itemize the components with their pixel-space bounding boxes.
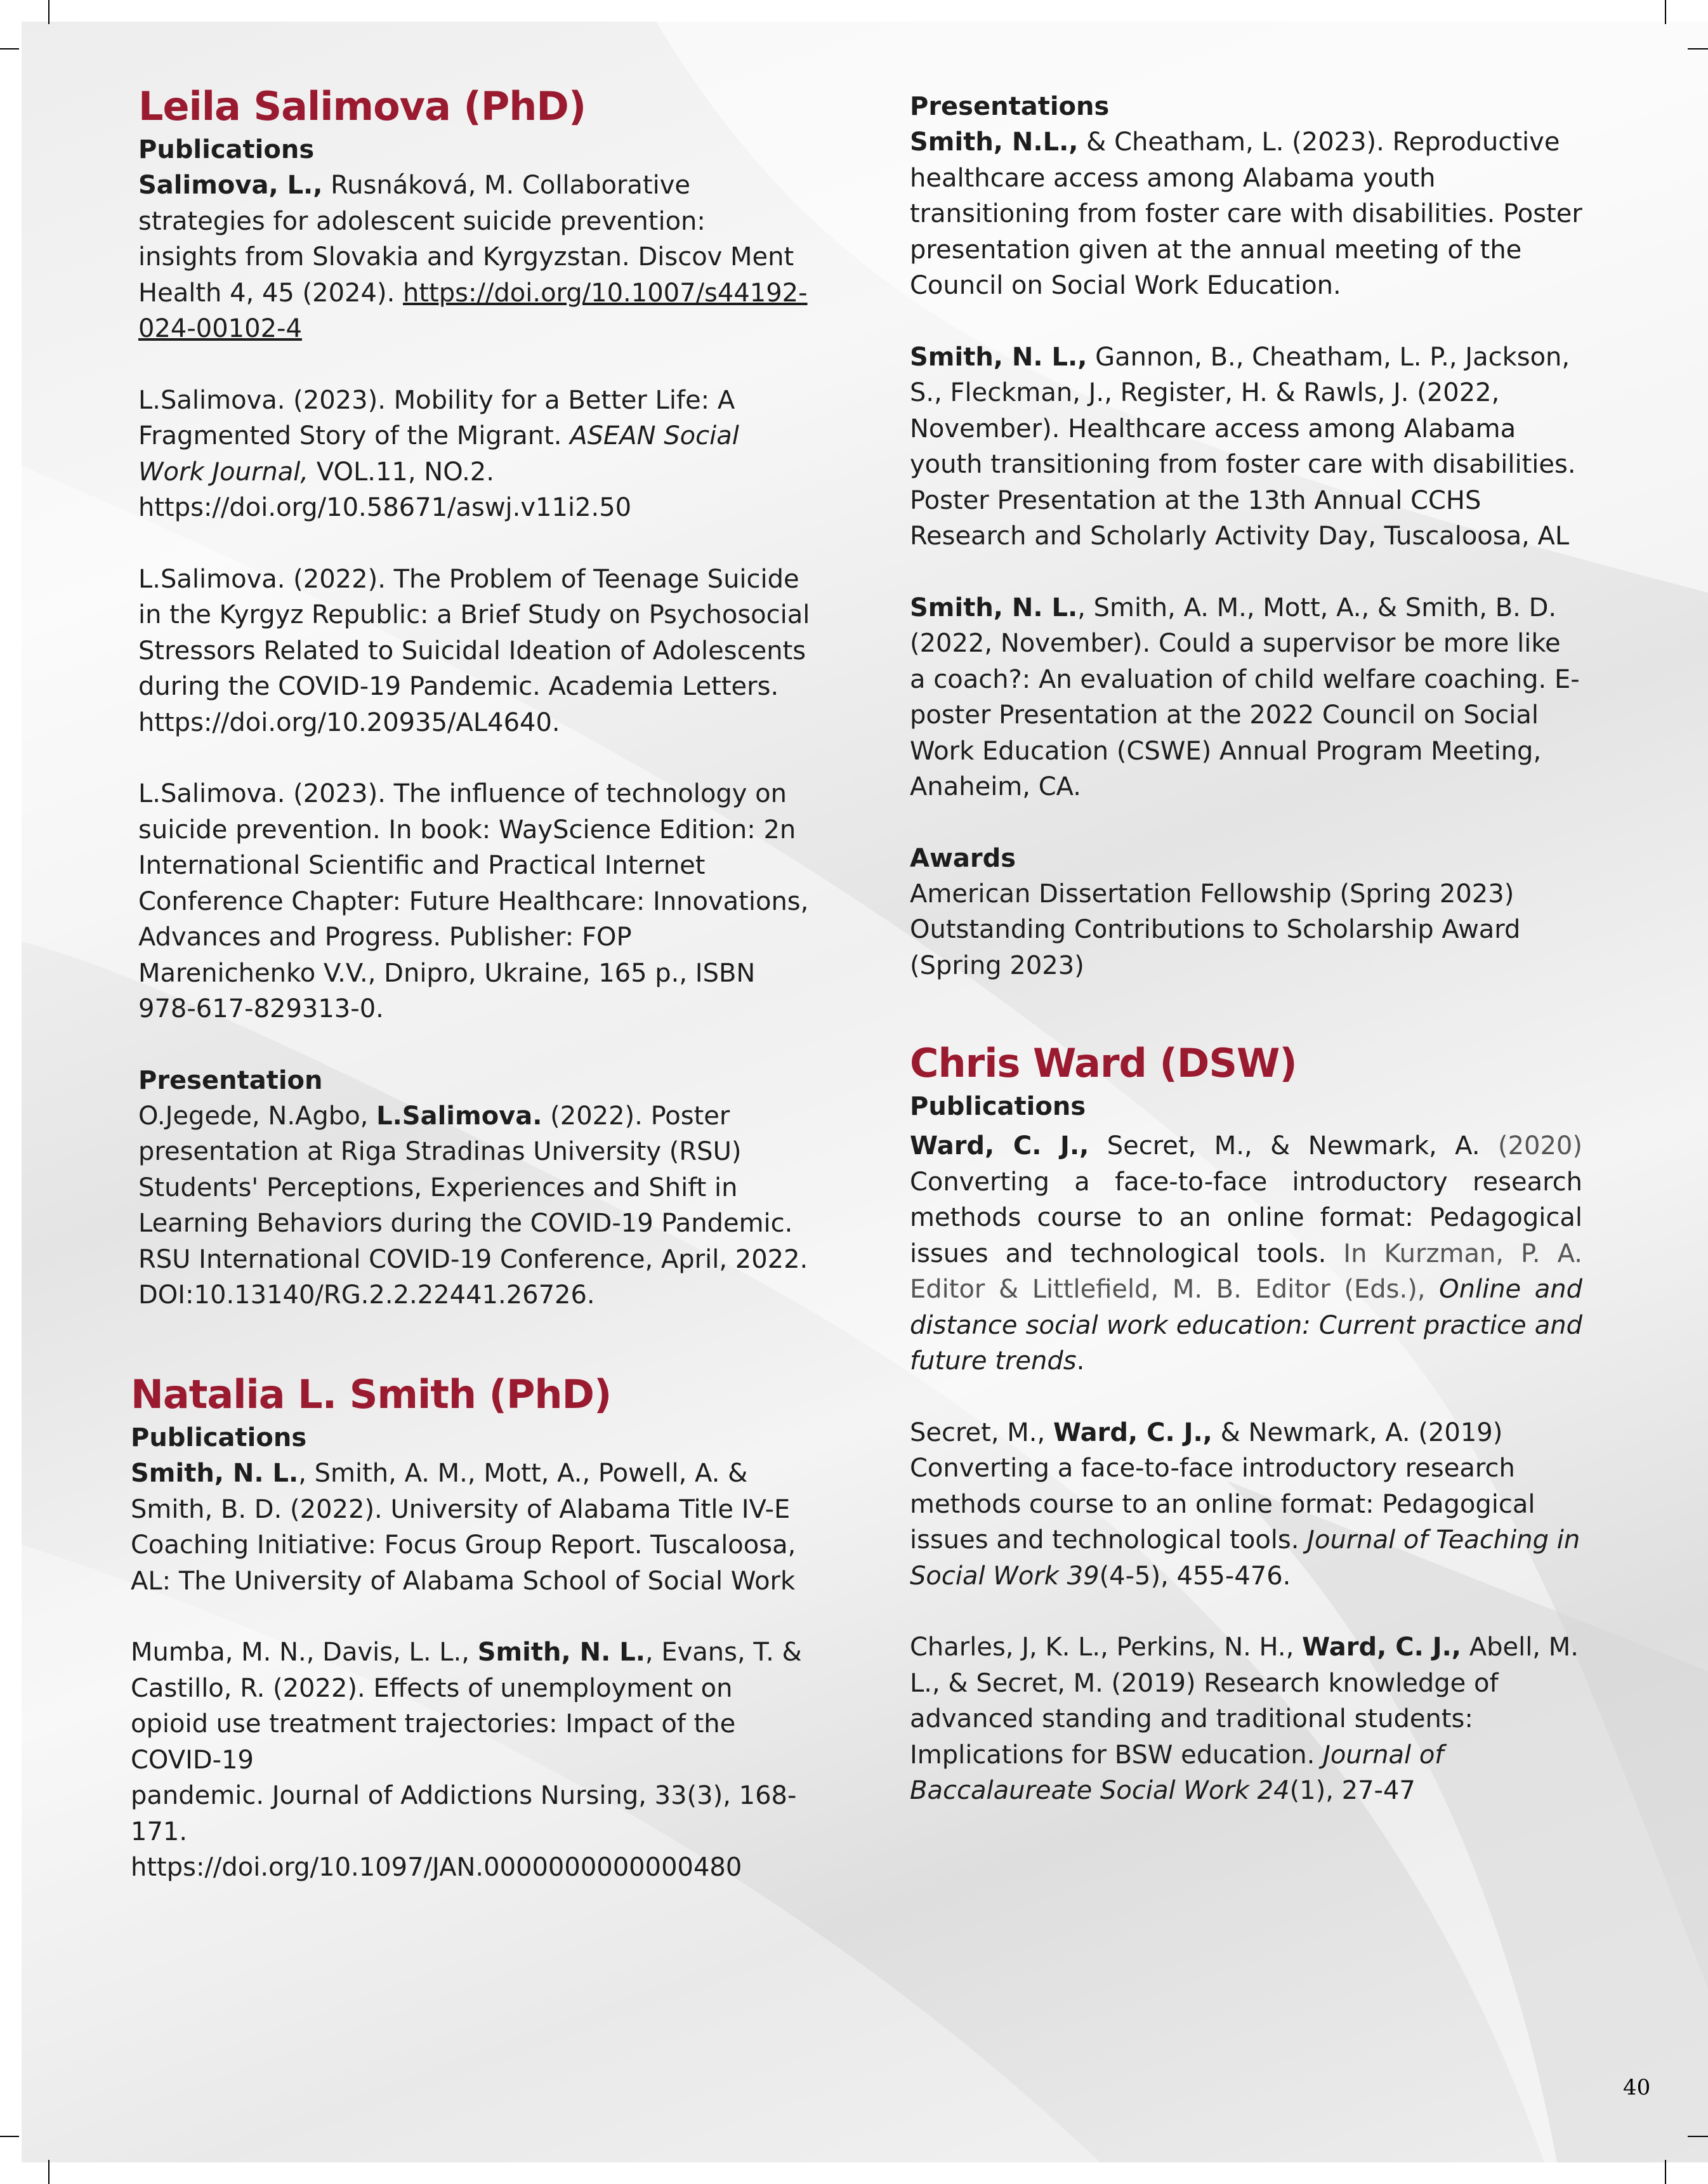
leila-section [138, 81, 811, 1313]
chris-section [910, 1038, 1582, 1809]
author-bold: Smith, N. L. [477, 1638, 645, 1667]
crop-mark [1665, 2160, 1666, 2184]
author-bold: Smith, N.L., [910, 128, 1079, 157]
publication-entry: Smith, N. L., Smith, A. M., Mott, A., Powell, A. & Smith, B. D. (2022). University of Alabama Title IV-E Coaching Initiative: Focus Group Report. Tuscaloosa, AL: The University of Alabama School of Social Work [131, 1459, 796, 1596]
crop-mark [0, 48, 19, 49]
author-bold: Salimova, L., [138, 171, 323, 200]
crop-mark [1688, 48, 1708, 49]
presentation-entry: O.Jegede, N.Agbo, L.Salimova. (2022). Poster presentation at Riga Stradinas University (RSU) Students' Perceptions, Experiences and Shift in Learning Behaviors during the COVID-19 Pandemic. RSU International COVID-19 Conference, April, 2022. DOI:10.13140/RG.2.2.22441.26726. [138, 1101, 808, 1310]
author-bold: Smith, N. L. [131, 1459, 299, 1488]
author-bold: L.Salimova. [376, 1101, 542, 1131]
award-entry: Outstanding Contributions to Scholarship Award (Spring 2023) [910, 915, 1521, 980]
section-heading: Publications [910, 1092, 1086, 1121]
publication-entry: Salimova, L., Rusnáková, M. Collaborative strategies for adolescent suicide prevention: insights from Slovakia and Kyrgyzstan. Discov Ment Health 4, 45 (2024). https://doi.org/10.1007/s44192-024-00102-4 [138, 171, 808, 343]
section-heading: Presentations [910, 92, 1110, 121]
author-bold: Ward, C. J., [1053, 1418, 1212, 1447]
publication-entry: L.Salimova. (2023). The influence of technology on suicide prevention. In book: WayScience Edition: 2n International Scientific and Practical Internet Conference Chapter: Future Healthcare: Innovations, Advances and Progress. Publisher: FOP Marenichenko V.V., Dnipro, Ukraine, 165 p., ISBN 978-617-829313-0. [138, 779, 809, 1023]
person-name: Leila Salimova (PhD) [138, 83, 586, 129]
journal-title: Journal of Teaching in Social Work 39 [910, 1525, 1580, 1591]
publication-entry: L.Salimova. (2023). Mobility for a Better Life: A Fragmented Story of the Migrant. ASEAN Social Work Journal, VOL.11, NO.2. https://doi.org/10.58671/aswj.v11i2.50 [138, 385, 739, 522]
section-heading: Publications [131, 1423, 307, 1452]
publication-entry: Secret, M., Ward, C. J., & Newmark, A. (2019) Converting a face-to-face introductory research methods course to an online format: Pedagogical issues and technological tools. Journal of Teaching in Social Work 39(4-5), 455-476. [910, 1418, 1580, 1591]
award-entry: American Dissertation Fellowship (Spring 2023) [910, 879, 1514, 909]
book-title: Online and distance social work education: Current practice and future trends [910, 1275, 1582, 1376]
author-bold: Smith, N. L., [910, 342, 1087, 372]
journal-title: ASEAN Social Work Journal, [138, 421, 739, 487]
publication-entry: L.Salimova. (2022). The Problem of Teenage Suicide in the Kyrgyz Republic: a Brief Study on Psychosocial Stressors Related to Suicidal Ideation of Adolescents during the COVID-19 Pandemic. Academia Letters. https://doi.org/10.20935/AL4640. [138, 564, 810, 737]
crop-mark [0, 2136, 19, 2137]
author-bold: Ward, C. J., [1302, 1633, 1461, 1662]
publication-entry: Ward, C. J., Secret, M., & Newmark, A. (2020) Converting a face-to-face introductory research methods course to an online format: Pedagogical issues and technological tools. In Kurzman, P. A. Editor & Littlefield, M. B. Editor (Eds.), Online and distance social work education: Current practice and future trends. [910, 1131, 1582, 1376]
journal-title: Journal of Baccalaureate Social Work 24 [910, 1740, 1444, 1805]
crop-mark [48, 0, 49, 24]
author-bold: Ward, C. J., [910, 1131, 1089, 1161]
section-heading: Awards [910, 843, 1016, 873]
person-name: Natalia L. Smith (PhD) [131, 1371, 612, 1418]
doi-link[interactable]: https://doi.org/10.1007/s44192-024-00102-4 [138, 278, 808, 343]
presentation-entry: Smith, N.L., & Cheatham, L. (2023). Reproductive healthcare access among Alabama youth transitioning from foster care with disabilities. Poster presentation given at the annual meeting of the Council on Social Work Education. [910, 128, 1582, 300]
person-name: Chris Ward (DSW) [910, 1040, 1297, 1086]
natalia-presentations-section [910, 89, 1582, 983]
publication-entry: Mumba, M. N., Davis, L. L., Smith, N. L., Evans, T. & Castillo, R. (2022). Effects of unemployment on opioid use treatment trajectories: Impact of the COVID-19 pandemic. Journal of Addictions Nursing, 33(3), 168-171. https://doi.org/10.1097/JAN.0000000000000480 [131, 1638, 802, 1882]
section-heading: Publications [138, 135, 315, 164]
publication-entry: Charles, J, K. L., Perkins, N. H., Ward, C. J., Abell, M. L., & Secret, M. (2019) Research knowledge of advanced standing and traditional students: Implications for BSW education. Journal of Baccalaureate Social Work 24(1), 27-47 [910, 1633, 1579, 1805]
crop-mark [48, 2160, 49, 2184]
crop-mark [1665, 0, 1666, 24]
crop-mark [1688, 2136, 1708, 2137]
page-number: 40 [1623, 2075, 1651, 2100]
presentation-entry: Smith, N. L., Gannon, B., Cheatham, L. P., Jackson, S., Fleckman, J., Register, H. & Rawls, J. (2022, November). Healthcare access among Alabama youth transitioning from foster care with disabilities. Poster Presentation at the 13th Annual CCHS Research and Scholarly Activity Day, Tuscaloosa, AL [910, 342, 1576, 551]
presentation-entry: Smith, N. L., Smith, A. M., Mott, A., & Smith, B. D. (2022, November). Could a supervisor be more like a coach?: An evaluation of child welfare coaching. E-poster Presentation at the 2022 Council on Social Work Education (CSWE) Annual Program Meeting, Anaheim, CA. [910, 593, 1580, 801]
author-bold: Smith, N. L. [910, 593, 1078, 622]
natalia-section [131, 1369, 803, 1886]
section-heading: Presentation [138, 1065, 323, 1095]
